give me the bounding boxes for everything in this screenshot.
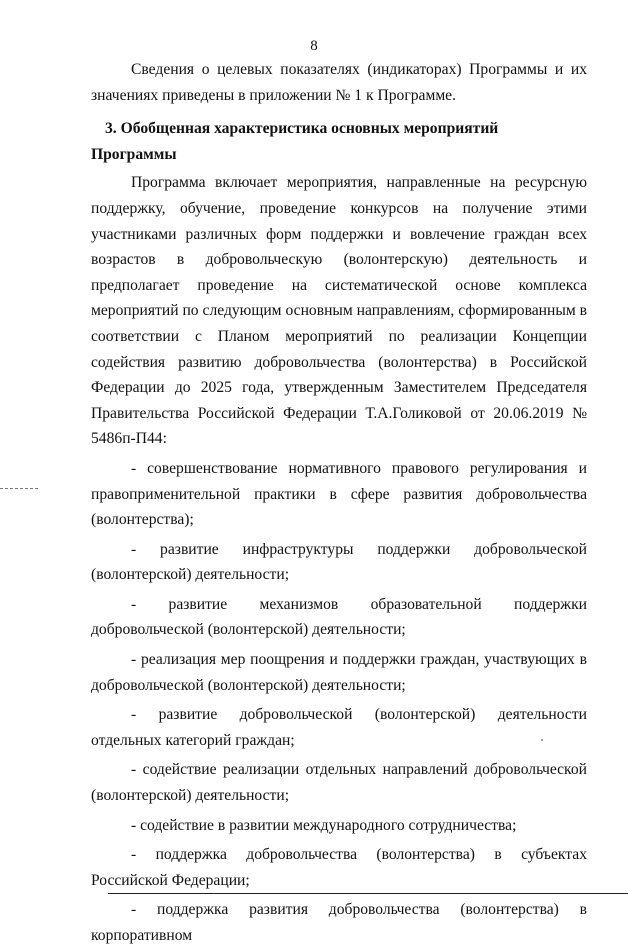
section-heading: 3. Обобщенная характеристика основных мероприятий Программы xyxy=(91,120,499,163)
document-body xyxy=(91,57,587,949)
list-item: - реализация мер поощрения и поддержки граждан, участвующих в добровольческой (волонтерской) деятельности; xyxy=(91,651,587,694)
list-item: - развитие инфраструктуры поддержки добровольческой (волонтерской) деятельности; xyxy=(91,540,587,584)
list-item: - поддержка добровольчества (волонтерства) в субъектах Российской Федерации; xyxy=(91,846,587,889)
page-number: 8 xyxy=(310,38,318,54)
page-bottom-rule xyxy=(108,893,628,894)
list-item: - поддержка развития добровольчества (волонтерства) в корпоративном xyxy=(91,901,587,944)
list-item: - развитие механизмов образовательной поддержки добровольческой (волонтерской) деятельности; xyxy=(91,595,587,639)
list-item: - содействие в развитии международного сотрудничества; xyxy=(131,816,517,834)
main-paragraph: Программа включает мероприятия, направленные на ресурсную поддержку, обучение, проведение конкурсов на получение этими участниками различных форм поддержки и вовлечение граждан всех возрастов в добровольческую (волонтерскую) деятельность и предполагает проведение на систематической основе комплекса мероприятий по следующим основным направлениям, сформированным в соответствии с Планом мероприятий по реализации Концепции содействия развитию добровольчества (волонтерства) в Российской Федерации до 2025 года, утвержденным Заместителем Председателя Правительства Российской Федерации Т.А.Голиковой от 20.06.2019 № 5486п-П44: xyxy=(91,174,587,448)
intro-paragraph: Сведения о целевых показателях (индикаторах) Программы и их значениях приведены в приложении № 1 к Программе. xyxy=(91,61,587,104)
scan-margin-mark xyxy=(0,488,38,490)
list-item: - совершенствование нормативного правового регулирования и правоприменительной практики в сфере развития добровольчества (волонтерства); xyxy=(91,459,587,529)
scan-speck xyxy=(541,739,543,741)
list-item: - содействие реализации отдельных направлений добровольческой (волонтерской) деятельности; xyxy=(91,761,587,805)
directions-list xyxy=(91,456,587,949)
list-item: - развитие добровольческой (волонтерской) деятельности отдельных категорий граждан; xyxy=(91,706,587,749)
